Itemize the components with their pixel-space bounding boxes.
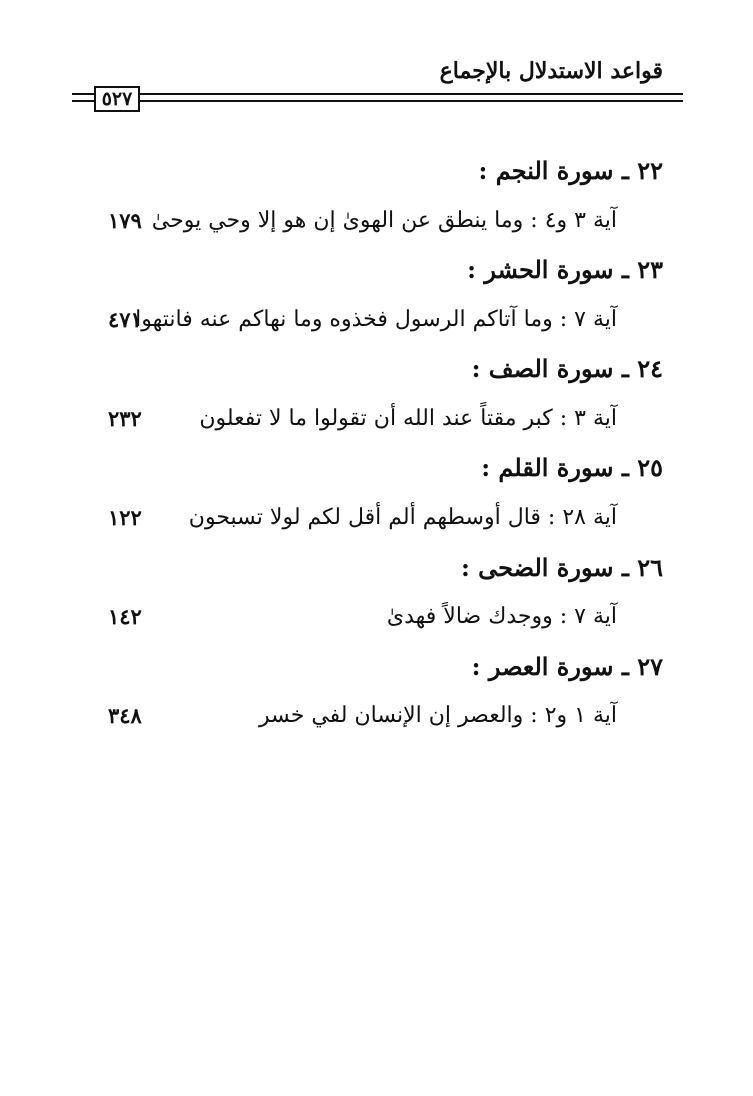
page-number: ٥٢٧ [94, 86, 140, 112]
page-reference: ٢٣٢ [108, 406, 142, 431]
page-reference: ١٢٢ [108, 505, 142, 530]
running-title: قواعد الاستدلال بالإجماع [439, 58, 663, 84]
surah-heading: ٢٣ ـ سورة الحشر : [467, 255, 663, 284]
page-reference: ١٤٢ [108, 604, 142, 629]
page-reference: ٣٤٨ [108, 703, 142, 728]
surah-heading: ٢٤ ـ سورة الصف : [471, 354, 663, 383]
surah-heading: ٢٧ ـ سورة العصر : [471, 652, 663, 681]
verse-text: آية ١ و٢ : والعصر إن الإنسان لفي خسر [258, 703, 617, 728]
surah-heading: ٢٥ ـ سورة القلم : [481, 453, 663, 482]
page-reference: ١٧٩ [108, 208, 142, 233]
verse-text: آية ٣ : كبر مقتاً عند الله أن تقولوا ما لا تفعلون [199, 406, 617, 431]
verse-text: آية ٧ : وما آتاكم الرسول فخذوه وما نهاكم عنه فانتهوا [135, 307, 617, 332]
surah-heading: ٢٢ ـ سورة النجم : [478, 156, 663, 185]
verse-text: آية ٢٨ : قال أوسطهم ألم أقل لكم لولا تسبحون [188, 505, 617, 530]
page-reference: ٤٧١ [108, 307, 142, 332]
surah-heading: ٢٦ ـ سورة الضحى : [460, 553, 663, 582]
verse-text: آية ٧ : ووجدك ضالاً فهدىٰ [386, 604, 617, 629]
verse-text: آية ٣ و٤ : وما ينطق عن الهوىٰ إن هو إلا وحي يوحىٰ [151, 208, 617, 233]
